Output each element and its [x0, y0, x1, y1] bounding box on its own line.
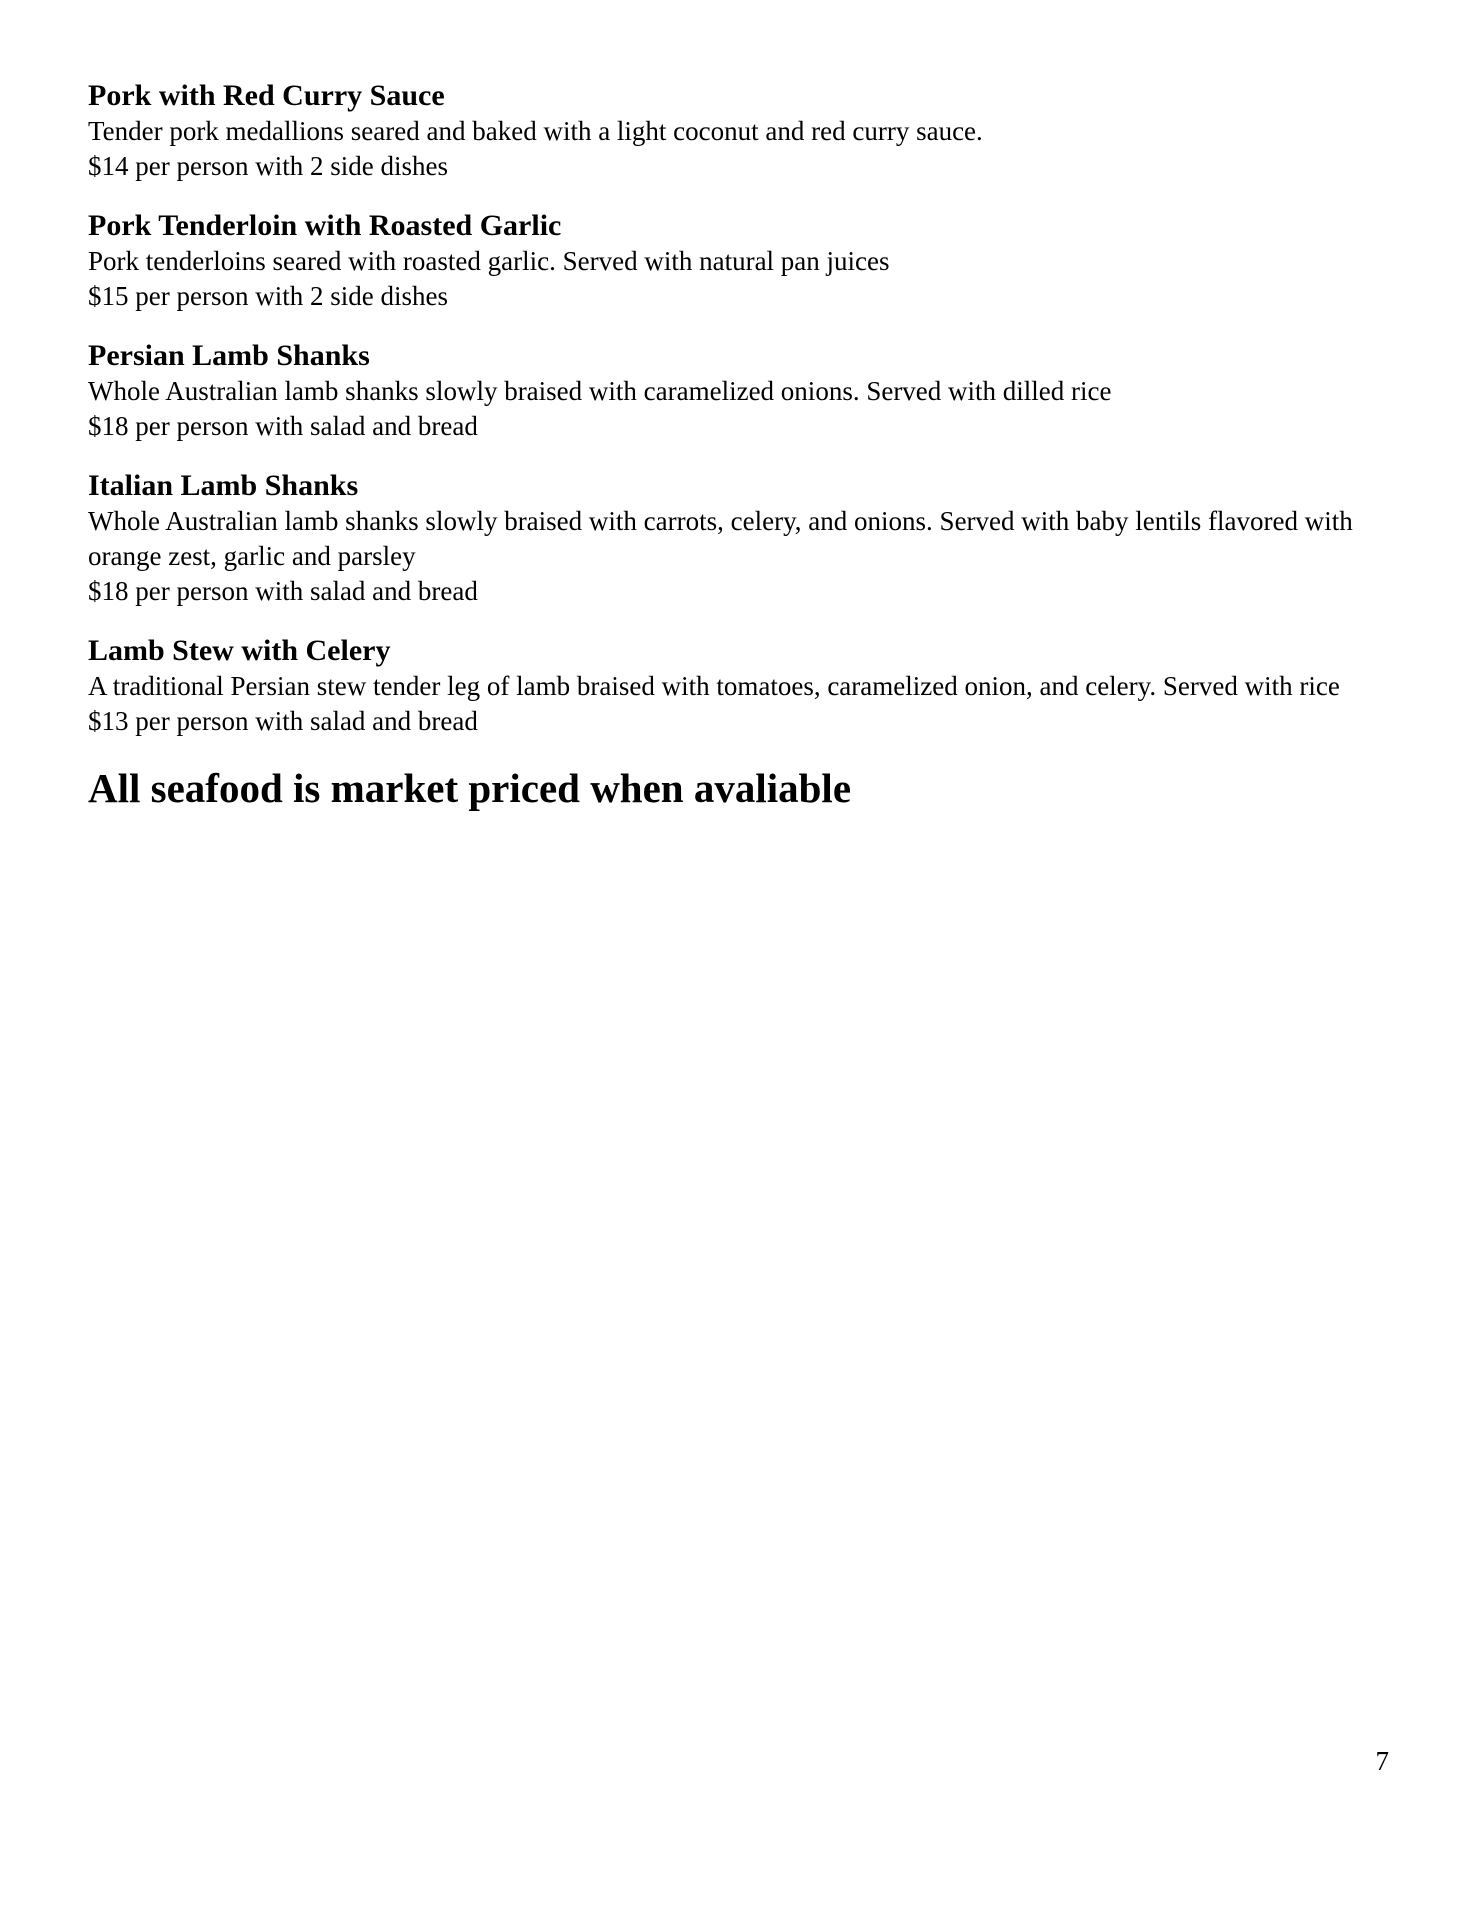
menu-item-price: $18 per person with salad and bread: [88, 576, 478, 606]
page-number: 7: [1375, 1746, 1389, 1776]
seafood-pricing-note: All seafood is market priced when avaliable: [88, 765, 852, 811]
menu-page-content: [88, 78, 1408, 813]
menu-item-pork-red-curry: [88, 78, 1408, 184]
menu-item-title: Persian Lamb Shanks: [88, 339, 370, 372]
menu-item-price: $13 per person with salad and bread: [88, 706, 478, 736]
menu-item-description: Pork tenderloins seared with roasted garlic. Served with natural pan juices: [88, 246, 890, 276]
menu-item-price: $14 per person with 2 side dishes: [88, 151, 448, 181]
menu-item-description: Whole Australian lamb shanks slowly braised with carrots, celery, and onions. Served with baby lentils flavored with orange zest, garlic and parsley: [88, 506, 1353, 571]
menu-item-description: Tender pork medallions seared and baked with a light coconut and red curry sauce.: [88, 116, 983, 146]
menu-item-price: $18 per person with salad and bread: [88, 411, 478, 441]
menu-item-title: Pork with Red Curry Sauce: [88, 79, 445, 112]
menu-item-description: Whole Australian lamb shanks slowly braised with caramelized onions. Served with dilled rice: [88, 376, 1112, 406]
menu-item-price: $15 per person with 2 side dishes: [88, 281, 448, 311]
menu-item-persian-lamb-shanks: [88, 338, 1408, 444]
menu-item-italian-lamb-shanks: [88, 468, 1408, 609]
menu-item-description: A traditional Persian stew tender leg of lamb braised with tomatoes, caramelized onion, and celery. Served with rice: [88, 671, 1340, 701]
menu-item-title: Italian Lamb Shanks: [88, 469, 359, 502]
menu-item-title: Pork Tenderloin with Roasted Garlic: [88, 209, 562, 242]
menu-item-lamb-stew-celery: [88, 633, 1408, 739]
menu-item-title: Lamb Stew with Celery: [88, 634, 391, 667]
menu-item-pork-tenderloin: [88, 208, 1408, 314]
